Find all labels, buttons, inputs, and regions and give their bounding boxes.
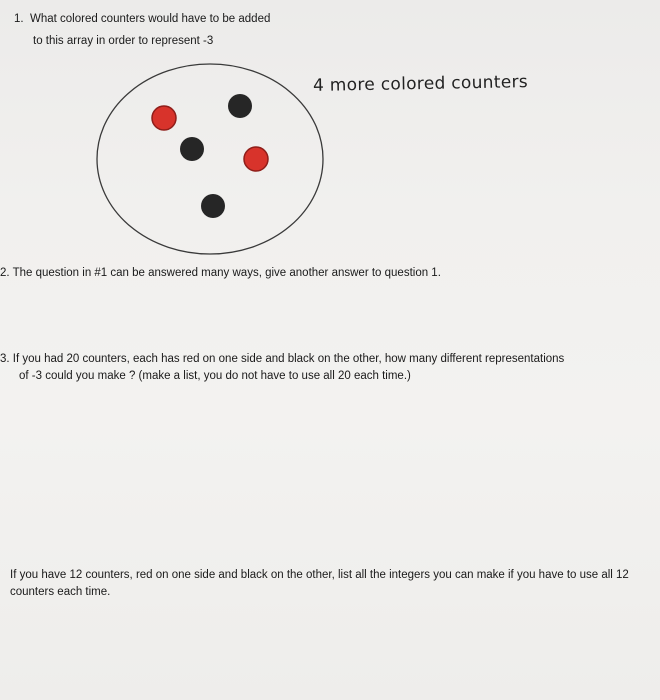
red-counter	[152, 106, 176, 130]
question-3-line-2: of -3 could you make ? (make a list, you do not have to use all 20 each time.)	[19, 370, 411, 382]
question-3-line-1: 3. If you had 20 counters, each has red on one side and black on the other, how many different representations	[0, 353, 565, 365]
question-2: 2. The question in #1 can be answered many ways, give another answer to question 1.	[0, 267, 441, 279]
question-1-number: 1.	[14, 13, 24, 25]
question-3	[0, 351, 650, 385]
question-4: If you have 12 counters, red on one side and black on the other, list all the integers you can make if you have to use all 12 counters each time.	[10, 569, 629, 598]
red-counter	[244, 147, 268, 171]
black-counter	[228, 94, 252, 118]
black-counter	[201, 194, 225, 218]
question-1-line-1: What colored counters would have to be added	[29, 13, 271, 25]
handwritten-answer: 4 more colored counters	[312, 72, 529, 96]
question-1-line-2: to this array in order to represent -3	[33, 35, 214, 47]
black-counter	[180, 137, 204, 161]
array-circle	[97, 64, 323, 254]
